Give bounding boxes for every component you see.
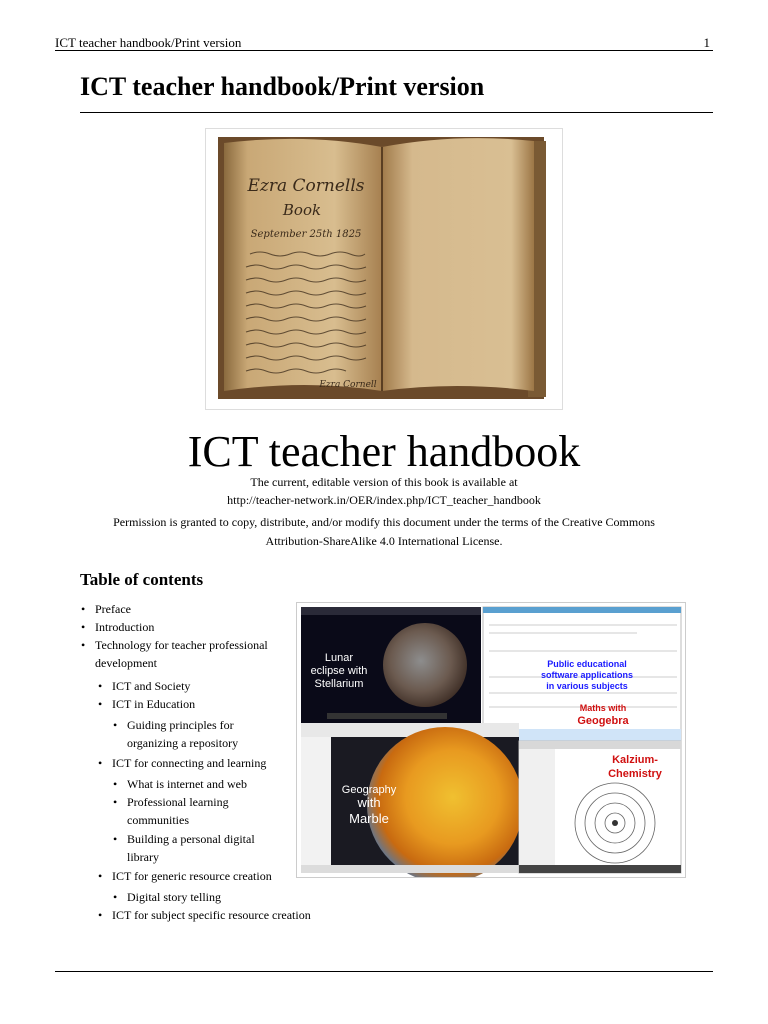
taskbar [519, 865, 681, 873]
book-heading: ICT teacher handbook [187, 427, 581, 476]
title-divider [80, 112, 713, 113]
marble-statusbar [301, 865, 519, 873]
right-page [382, 138, 534, 391]
marble-label-1: Geography [341, 784, 397, 796]
toc-item-professional-learning-communities[interactable]: • Professional learning communities [113, 795, 229, 827]
inscription-name: Ezra Cornells [247, 176, 365, 196]
footer-divider [55, 971, 713, 972]
moon-icon [383, 623, 467, 707]
marble-menubar [301, 723, 519, 737]
toc-item-ict-for-subject-specific-resource-creation[interactable]: • ICT for subject specific resource creation [98, 908, 311, 922]
marble-sidebar [301, 737, 331, 873]
book-url[interactable]: http://teacher-network.in/OER/index.php/ICT_teacher_handbook [227, 493, 541, 507]
atom-nucleus [612, 820, 618, 826]
toc-item-internet-and-web[interactable]: • What is internet and web [113, 777, 247, 791]
inscription-date: September 25th 1825 [250, 229, 362, 240]
stellarium-titlebar [301, 607, 481, 615]
geogebra-label-1: Maths with [579, 703, 627, 713]
stellarium-label-2: eclipse with [310, 665, 368, 677]
toc-item-introduction[interactable]: • Introduction [81, 620, 155, 634]
kalzium-label-2: Chemistry [608, 768, 662, 780]
stellarium-label-1: Lunar [324, 652, 354, 664]
toc-item-personal-digital-library[interactable]: • Building a personal digital library [113, 832, 255, 864]
toc-item-ict-and-society[interactable]: • ICT and Society [98, 679, 191, 693]
globe-icon [367, 727, 523, 877]
geogebra-titlebar [483, 607, 681, 613]
inscription-signature: Ezra Cornell [319, 380, 377, 390]
collage-illustration [297, 603, 685, 877]
cover-image [205, 128, 563, 410]
marble-label-2: with [357, 795, 381, 810]
page-number: 1 [703, 35, 710, 50]
toc-item-preface[interactable]: • Preface [81, 602, 131, 616]
toc-item-guiding-principles[interactable]: • Guiding principles for organizing a repository [113, 718, 239, 750]
toc-item-ict-for-generic-resource-creation[interactable]: • ICT for generic resource creation [98, 869, 272, 883]
kalzium-label-1: Kalzium- [612, 754, 658, 766]
public-apps-label-3: in various subjects [546, 681, 628, 691]
stellarium-label-3: Stellarium [314, 678, 364, 690]
software-collage [296, 602, 686, 878]
old-book-illustration [206, 129, 562, 409]
toc-item-technology-for-teacher-professional-development[interactable]: • Technology for teacher professional development [81, 638, 268, 670]
kalzium-titlebar [519, 741, 681, 749]
running-header-title: ICT teacher handbook/Print version [55, 35, 242, 50]
page-title: ICT teacher handbook/Print version [80, 72, 485, 101]
running-header [55, 36, 713, 51]
public-apps-label-2: software applications [540, 670, 634, 680]
marble-label-3: Marble [349, 811, 389, 826]
toc-item-ict-for-connecting-and-learning[interactable]: • ICT for connecting and learning [98, 756, 267, 770]
stellarium-toolbar [327, 713, 447, 719]
intro-text: The current, editable version of this book is available at [250, 475, 518, 489]
toc-item-digital-story-telling[interactable]: • Digital story telling [113, 890, 221, 904]
license-text-1: Permission is granted to copy, distribute, and/or modify this document under the terms of the Creative Commons [113, 515, 655, 529]
license-text-2: Attribution-ShareAlike 4.0 International License. [265, 534, 503, 548]
inscription-book: Book [282, 201, 322, 219]
kalzium-sidebar [519, 749, 555, 873]
public-apps-label-1: Public educational [547, 659, 627, 669]
toc-item-ict-in-education[interactable]: • ICT in Education [98, 697, 196, 711]
toc-heading: Table of contents [80, 570, 204, 589]
geogebra-label-2: Geogebra [577, 715, 629, 727]
